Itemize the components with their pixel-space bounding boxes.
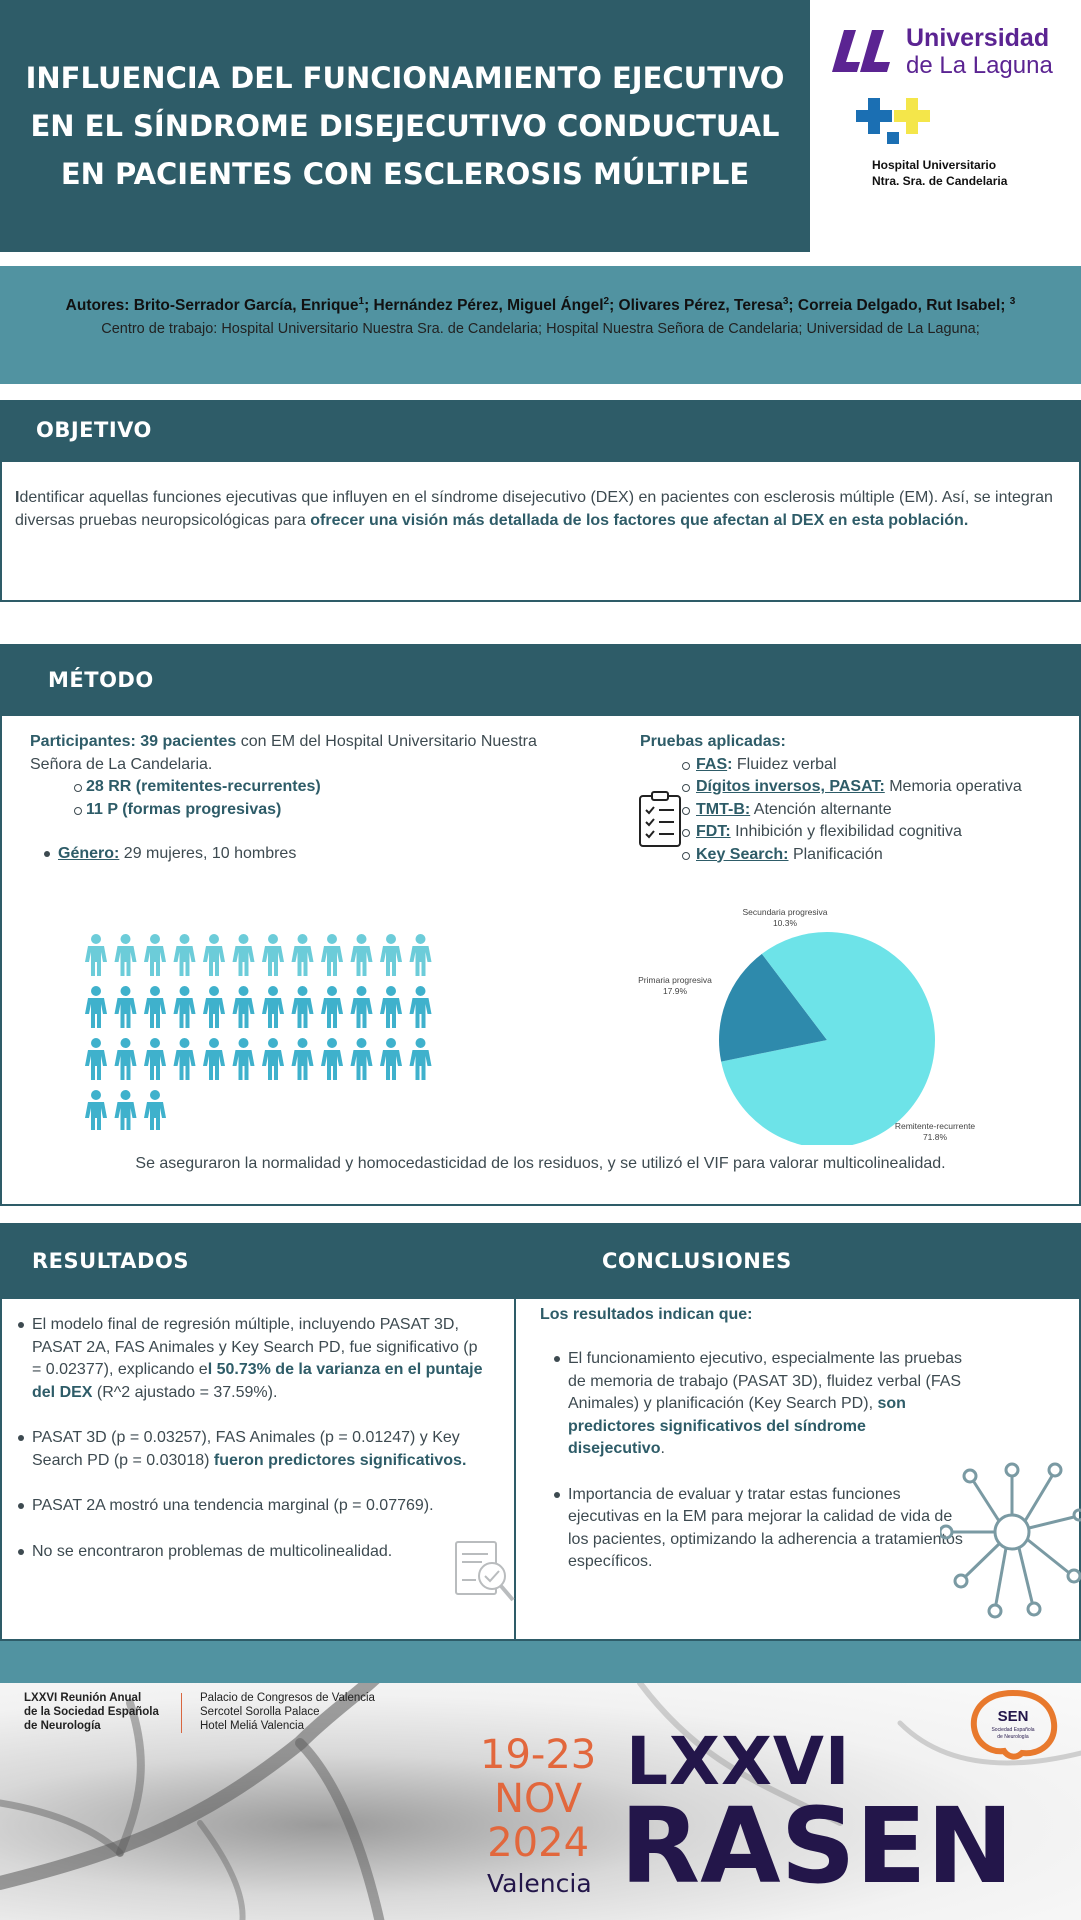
- authors-prefix: Autores:: [65, 297, 134, 315]
- person-icon: [144, 934, 166, 976]
- result-text: El modelo final de regresión múltiple, incluyendo PASAT 3D, PASAT 2A, FAS Animales y Key Search PD, fue significativo (p = 0.02377), explicando e: [32, 1316, 478, 1378]
- person-icon: [380, 934, 402, 976]
- person-icon: [174, 986, 196, 1028]
- person-icon: [292, 934, 314, 976]
- author-affiliation: 1: [358, 296, 365, 307]
- person-icon: [292, 986, 314, 1028]
- section-title: CONCLUSIONES: [602, 1249, 792, 1273]
- hospital-cross-icon: [856, 98, 946, 152]
- author-affiliation: 3: [782, 296, 789, 307]
- result-emphasis: l 50.73% de la varianza en el puntaje del DEX: [32, 1361, 483, 1401]
- author-name: Olivares Pérez, Teresa: [618, 297, 783, 315]
- pie-label-name: Secundaria progresiva: [742, 907, 828, 917]
- pie-label: [610, 975, 740, 997]
- person-icon: [351, 986, 373, 1028]
- pie-chart: [640, 905, 1000, 1145]
- test-name: FDT:: [696, 823, 731, 840]
- person-icon: [351, 934, 373, 976]
- congress-dates: [480, 1733, 596, 1865]
- conclusion-tail: .: [660, 1440, 665, 1457]
- person-icon: [262, 1038, 284, 1080]
- conclusion-text: El funcionamiento ejecutivo, especialmente las pruebas de memoria de trabajo (PASAT 3D), fluidez verbal (FAS Animales) y planificación (Key Search PD),: [568, 1350, 963, 1412]
- conclusion-emphasis: son predictores significativos del síndrome disejecutivo: [568, 1395, 906, 1457]
- test-colon: :: [727, 755, 733, 773]
- pie-label-name: Remitente-recurrente: [894, 1121, 976, 1131]
- meeting-name: [24, 1691, 159, 1733]
- pie-label-value: 71.8%: [922, 1132, 948, 1142]
- neural-network-icon: [940, 1462, 1081, 1640]
- person-icon: [115, 1090, 137, 1130]
- test-item: [640, 776, 1080, 799]
- congress-footer: [0, 1683, 1081, 1920]
- sen-logo-tagline: de Neurología: [997, 1734, 1029, 1740]
- participants-block: [30, 731, 570, 866]
- person-icon: [144, 1090, 166, 1130]
- hospital-logo-text: Ntra. Sra. de Candelaria: [872, 174, 1008, 188]
- person-icon: [410, 986, 432, 1028]
- result-item: [14, 1427, 484, 1472]
- pie-label: [870, 1121, 1000, 1143]
- footer-divider: [181, 1693, 182, 1733]
- conclusions-intro-text: Los resultados indican que:: [540, 1306, 753, 1323]
- result-item: [14, 1495, 484, 1518]
- meeting-line: LXXVI Reunión Anual: [24, 1692, 142, 1704]
- pie-chart-svg: [640, 905, 1000, 1145]
- test-name: Key Search:: [696, 845, 789, 863]
- gender-value: 29 mujeres, 10 hombres: [119, 845, 297, 862]
- participants-count: 39 pacientes: [140, 733, 237, 750]
- conclusion-item: [556, 1348, 966, 1461]
- objetivo-box: [0, 462, 1081, 602]
- participants-desc: con EM del Hospital Universitario Nuestra Señora de La Candelaria.: [30, 733, 537, 773]
- metodo-header: [0, 644, 1081, 716]
- test-item: [640, 821, 1080, 844]
- brand-edition: LXXVI: [626, 1723, 851, 1800]
- title-line: INFLUENCIA DEL FUNCIONAMIENTO EJECUTIVO: [25, 61, 785, 95]
- person-icon: [85, 1090, 107, 1130]
- sen-logo: [966, 1687, 1060, 1763]
- pie-label-value: 10.3%: [772, 918, 798, 928]
- sen-logo-text: SEN: [997, 1708, 1029, 1725]
- participants-label: Participantes:: [30, 733, 141, 750]
- test-desc: Atención alternante: [750, 800, 892, 818]
- ull-logo-mark: [830, 28, 892, 74]
- meeting-line: de la Sociedad Española: [24, 1706, 159, 1718]
- date-line: 19-23: [480, 1732, 597, 1778]
- objetivo-body: dentificar aquellas funciones ejecutivas que influyen en el síndrome disejecutivo (DEX) en pacientes con esclerosis múltiple (EM). Así, se integran diversas pruebas neuropsicológicas para: [15, 489, 1053, 529]
- clipboard-checklist-icon: [638, 790, 682, 848]
- brand-name: RASEN: [620, 1785, 1014, 1907]
- result-tail: (R^2 ajustado = 37.59%).: [92, 1383, 278, 1401]
- person-icon: [115, 934, 137, 976]
- person-icon: [174, 934, 196, 976]
- result-item: [14, 1314, 484, 1404]
- person-icon: [262, 986, 284, 1028]
- conclusions-list: [556, 1348, 966, 1597]
- author-name: Brito-Serrador García, Enrique: [133, 297, 359, 315]
- person-icon: [321, 934, 343, 976]
- person-icon: [115, 986, 137, 1028]
- gender-label: Género:: [58, 845, 120, 862]
- objetivo-header: [0, 400, 1081, 462]
- ull-logo-text: Universidad: [906, 24, 1050, 52]
- result-emphasis: fueron predictores significativos.: [213, 1451, 467, 1469]
- tests-block: [640, 731, 1080, 866]
- objetivo-text: [15, 486, 1067, 532]
- person-icon: [410, 934, 432, 976]
- date-line: NOV: [494, 1776, 583, 1822]
- person-icon: [380, 986, 402, 1028]
- person-icon: [233, 986, 255, 1028]
- test-name: FAS: [696, 755, 728, 773]
- document-check-icon: [452, 1538, 518, 1606]
- result-text: PASAT 2A mostró una tendencia marginal (p = 0.07769).: [32, 1497, 434, 1514]
- person-icon: [85, 1038, 107, 1080]
- test-item: [640, 844, 1080, 867]
- test-item: [640, 754, 1080, 777]
- objetivo-emphasis: ofrecer una visión más detallada de los factores que afectan al DEX en esta población.: [310, 512, 969, 529]
- gender-item: [30, 843, 570, 866]
- title-line: EN EL SÍNDROME DISEJECUTIVO CONDUCTUAL: [30, 109, 780, 143]
- participants-line: [30, 731, 570, 776]
- test-desc: Fluidez verbal: [732, 755, 837, 773]
- hospital-logo-text: Hospital Universitario: [872, 158, 997, 172]
- person-icon: [380, 1038, 402, 1080]
- person-icon: [85, 934, 107, 976]
- person-icon: [410, 1038, 432, 1080]
- person-icon: [144, 986, 166, 1028]
- section-title: OBJETIVO: [36, 418, 152, 442]
- people-pictogram: [84, 930, 444, 1130]
- person-icon: [321, 986, 343, 1028]
- section-title: MÉTODO: [48, 668, 154, 692]
- sen-logo-tagline: Sociedad Española: [991, 1727, 1035, 1733]
- result-item: [14, 1541, 484, 1564]
- meeting-line: de Neurología: [24, 1720, 101, 1732]
- section-title: RESULTADOS: [32, 1249, 189, 1273]
- conclusion-text: Importancia de evaluar y tratar estas funciones ejecutivas en la EM para mejorar la calidad de vida de los pacientes, optimizando la adherencia a tratamientos específicos.: [568, 1485, 963, 1570]
- venue-list: [200, 1691, 375, 1733]
- test-desc: Inhibición y flexibilidad cognitiva: [730, 823, 962, 840]
- tests-title: Pruebas aplicadas:: [640, 733, 786, 750]
- person-icon: [351, 1038, 373, 1080]
- metodo-note: Se aseguraron la normalidad y homocedasticidad de los residuos, y se utilizó el VIF para valorar multicolinealidad.: [135, 1155, 946, 1172]
- workplace-line: Centro de trabajo: Hospital Universitario Nuestra Sra. de Candelaria; Hospital Nuestra Señora de Candelaria; Universidad de La Laguna;: [101, 321, 980, 338]
- authors-band: [0, 266, 1081, 384]
- date-line: 2024: [487, 1820, 590, 1866]
- person-icon: [262, 934, 284, 976]
- authors-line: Autores: Brito-Serrador García, Enrique$^1$; Hernández Pérez, Miguel Ángel$^2$; Olivares Pérez, Teresa$^3$; Correia Delgado, Rut Isabel; $^3$: [65, 296, 1016, 315]
- ull-logo-text: de La Laguna: [906, 52, 1053, 79]
- person-icon: [85, 986, 107, 1028]
- person-icon: [203, 986, 225, 1028]
- pie-label: [720, 907, 850, 929]
- person-icon: [144, 1038, 166, 1080]
- person-icon: [292, 1038, 314, 1080]
- venue-line: Sercotel Sorolla Palace: [200, 1706, 320, 1718]
- list-item-text: 11 P (formas progresivas): [86, 800, 282, 818]
- author-name: Hernández Pérez, Miguel Ángel: [373, 297, 604, 315]
- author-name: Correia Delgado, Rut Isabel: [797, 297, 1001, 315]
- conclusion-item: [556, 1484, 966, 1574]
- person-icon: [115, 1038, 137, 1080]
- person-icon: [233, 934, 255, 976]
- person-icon: [321, 1038, 343, 1080]
- pie-label-value: 17.9%: [662, 986, 688, 996]
- poster-title: [26, 54, 785, 198]
- list-item: [30, 776, 570, 799]
- test-name: TMT-B:: [696, 800, 751, 818]
- test-name: Dígitos inversos, PASAT:: [696, 778, 885, 795]
- list-item: [30, 799, 570, 822]
- result-text: No se encontraron problemas de multicolinealidad.: [32, 1542, 393, 1560]
- author-affiliation: 3: [1009, 296, 1016, 307]
- results-list: [14, 1314, 484, 1586]
- venue-line: Hotel Meliá Valencia: [200, 1720, 304, 1732]
- results-conclusions-header: [0, 1223, 1081, 1299]
- conclusions-intro: [540, 1304, 752, 1327]
- pie-label-name: Primaria progresiva: [638, 975, 712, 985]
- result-text: PASAT 3D (p = 0.03257), FAS Animales (p = 0.01247) y Key Search PD (p = 0.03018): [32, 1429, 460, 1469]
- test-desc: Planificación: [788, 845, 883, 863]
- hospital-logo: [856, 98, 1056, 190]
- bottom-band: [0, 1641, 1081, 1683]
- list-item-text: 28 RR (remitentes-recurrentes): [86, 778, 321, 795]
- venue-line: Palacio de Congresos de Valencia: [200, 1692, 375, 1704]
- title-banner: [0, 0, 810, 252]
- test-desc: Memoria operativa: [884, 778, 1022, 795]
- ull-logo: [830, 22, 1070, 82]
- test-item: [640, 799, 1080, 822]
- title-line: EN PACIENTES CON ESCLEROSIS MÚLTIPLE: [60, 157, 750, 191]
- person-icon: [233, 1038, 255, 1080]
- congress-city: Valencia: [487, 1869, 592, 1898]
- person-icon: [174, 1038, 196, 1080]
- author-affiliation: 2: [603, 296, 610, 307]
- person-icon: [203, 1038, 225, 1080]
- drop-initial: I: [15, 489, 20, 506]
- person-icon: [203, 934, 225, 976]
